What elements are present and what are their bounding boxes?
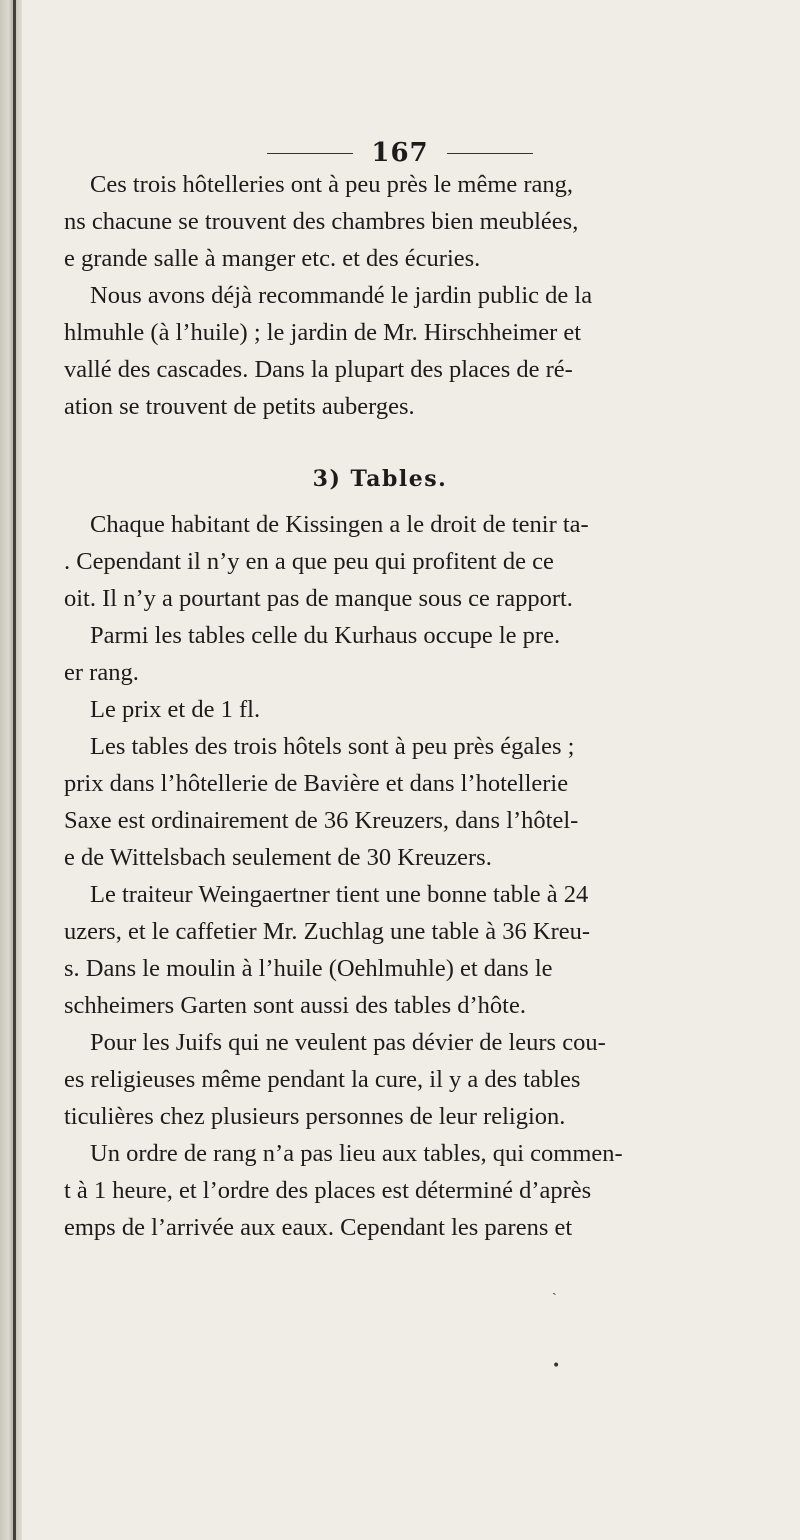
text-line: hlmuhle (à l’huile) ; le jardin de Mr. Hirschheimer et <box>64 319 582 346</box>
text-line: Parmi les tables celle du Kurhaus occupe le pre. <box>90 622 561 649</box>
paper-speck: • <box>552 1358 561 1374</box>
text-line: ticulières chez plusieurs personnes de leur religion. <box>64 1103 566 1130</box>
text-line: Les tables des trois hôtels sont à peu près égales ; <box>90 733 575 760</box>
page-header <box>0 138 800 168</box>
text-line: emps de l’arrivée aux eaux. Cependant les parens et <box>64 1214 573 1241</box>
text-line: ation se trouvent de petits auberges. <box>64 393 415 420</box>
paper-speck: ˎ <box>552 1280 557 1296</box>
binding-edge <box>13 0 16 1540</box>
text-line: Un ordre de rang n’a pas lieu aux tables, qui commen- <box>90 1140 623 1167</box>
text-line: Pour les Juifs qui ne veulent pas dévier de leurs cou- <box>90 1029 606 1056</box>
text-line: schheimers Garten sont aussi des tables d’hôte. <box>64 992 526 1019</box>
text-line: Saxe est ordinairement de 36 Kreuzers, dans l’hôtel- <box>64 807 579 834</box>
header-rule-left <box>267 153 353 154</box>
text-line: e grande salle à manger etc. et des écuries. <box>64 245 481 272</box>
header-rule-right <box>447 153 533 154</box>
text-line: Chaque habitant de Kissingen a le droit de tenir ta- <box>90 511 589 538</box>
text-line: . Cependant il n’y en a que peu qui profitent de ce <box>64 548 554 575</box>
text-line: s. Dans le moulin à l’huile (Oehlmuhle) et dans le <box>64 955 553 982</box>
text-line: Le traiteur Weingaertner tient une bonne table à 24 <box>90 881 589 908</box>
text-line: Le prix et de 1 fl. <box>90 696 261 723</box>
text-line: oit. Il n’y a pourtant pas de manque sous ce rapport. <box>64 585 573 612</box>
page-number: 167 <box>371 138 429 168</box>
text-line: Ces trois hôtelleries ont à peu près le même rang, <box>90 171 574 198</box>
text-line: vallé des cascades. Dans la plupart des places de ré- <box>64 356 573 383</box>
book-spine-shadow <box>0 0 22 1540</box>
text-line: prix dans l’hôtellerie de Bavière et dans l’hotellerie <box>64 770 569 797</box>
text-line: es religieuses même pendant la cure, il y a des tables <box>64 1066 581 1093</box>
text-line: e de Wittelsbach seulement de 30 Kreuzers. <box>64 844 492 871</box>
text-line: Nous avons déjà recommandé le jardin public de la <box>90 282 593 309</box>
text-line: ns chacune se trouvent des chambres bien meublées, <box>64 208 579 235</box>
section-heading: 3) Tables. <box>312 466 448 492</box>
text-line: t à 1 heure, et l’ordre des places est déterminé d’après <box>64 1177 592 1204</box>
text-line: er rang. <box>64 659 139 686</box>
text-line: uzers, et le caffetier Mr. Zuchlag une table à 36 Kreu- <box>64 918 591 945</box>
